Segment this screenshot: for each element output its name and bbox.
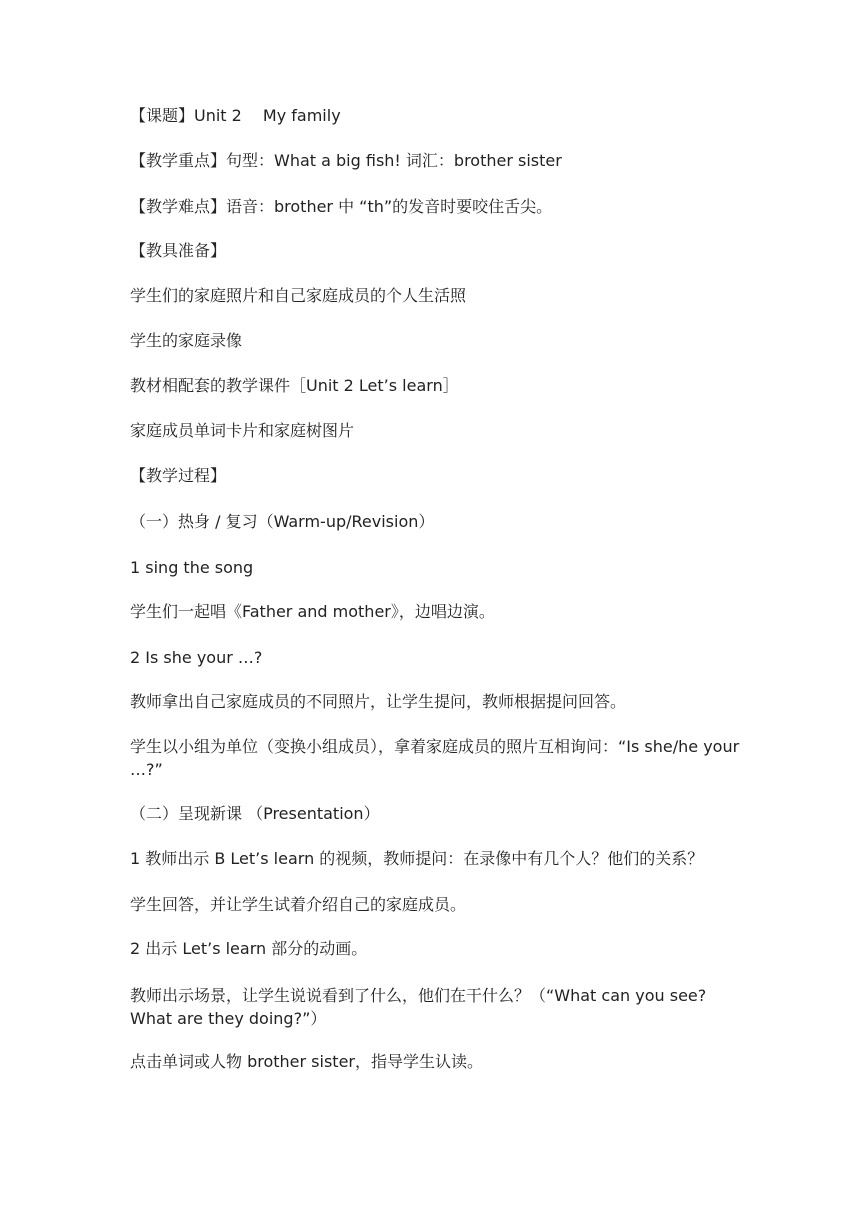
teaching-difficulties: 【教学难点】语音：brother 中 “th”的发音时要咬住舌尖。 <box>130 197 553 216</box>
paragraph: 点击单词或人物 brother sister，指导学生认读。 <box>130 1052 483 1071</box>
step-item: 2 出示 Let’s learn 部分的动画。 <box>130 939 368 958</box>
teaching-aid-item: 学生的家庭录像 <box>130 331 243 350</box>
lesson-title: 【课题】Unit 2 My family <box>130 106 341 125</box>
step-item: 2 Is she your …? <box>130 648 263 667</box>
paragraph: 学生以小组为单位（变换小组成员），拿着家庭成员的照片互相询问：“Is she/he your …?” <box>130 737 740 779</box>
teaching-aid-item: 教材相配套的教学课件［Unit 2 Let’s learn］ <box>130 376 459 395</box>
step-item: 1 sing the song <box>130 558 254 577</box>
paragraph: 学生回答，并让学生试着介绍自己的家庭成员。 <box>130 895 467 914</box>
section-presentation-heading: （二）呈现新课 （Presentation） <box>130 804 380 823</box>
teaching-aids-heading: 【教具准备】 <box>130 241 227 260</box>
teaching-process-heading: 【教学过程】 <box>130 466 227 485</box>
teaching-aid-item: 学生们的家庭照片和自己家庭成员的个人生活照 <box>130 286 467 305</box>
step-item: 1 教师出示 B Let’s learn 的视频，教师提问：在录像中有几个人？他们的关系？ <box>130 849 704 868</box>
teaching-key-points: 【教学重点】句型：What a big fish! 词汇：brother sister <box>130 151 562 170</box>
paragraph: 教师出示场景，让学生说说看到了什么，他们在干什么？（“What can you see? What are they doing?”） <box>130 986 707 1028</box>
paragraph: 学生们一起唱《Father and mother》，边唱边演。 <box>130 602 495 621</box>
paragraph: 教师拿出自己家庭成员的不同照片，让学生提问，教师根据提问回答。 <box>130 692 627 711</box>
teaching-aid-item: 家庭成员单词卡片和家庭树图片 <box>130 421 355 440</box>
section-warmup-heading: （一）热身 / 复习（Warm-up/Revision） <box>130 512 435 531</box>
